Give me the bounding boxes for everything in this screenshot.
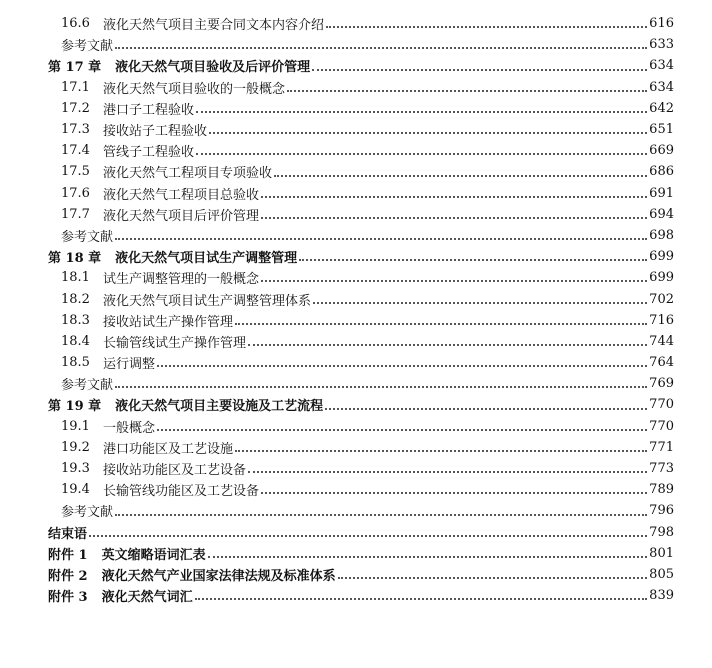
toc-entry[interactable]: [48, 267, 674, 288]
toc-entry-number: 19.4: [61, 482, 90, 498]
toc-entry-number: 19.3: [61, 461, 90, 477]
toc-entry[interactable]: [48, 246, 674, 267]
toc-entry-number: 17.6: [61, 185, 90, 201]
toc-entry-number: 17.5: [61, 164, 90, 180]
toc-entry-title: 液化天然气项目验收的一般概念: [103, 81, 286, 97]
dot-leader: [115, 47, 647, 49]
toc-entry-number: 18.4: [61, 333, 90, 349]
toc-entry-page-number: 699: [649, 270, 674, 286]
toc-entry-number: 17.4: [61, 143, 90, 159]
toc-entry-title: 参考文献: [61, 505, 114, 521]
dot-leader: [248, 471, 647, 473]
toc-entry-number: 第 19 章: [48, 399, 102, 415]
toc-entry-page-number: 716: [649, 312, 674, 328]
toc-entry-page-number: 789: [649, 482, 674, 498]
toc-entry[interactable]: [48, 500, 674, 521]
toc-entry-title: 接收站功能区及工艺设备: [103, 463, 247, 479]
dot-leader: [261, 196, 647, 198]
toc-entry-title: 参考文献: [61, 39, 114, 55]
dot-leader: [299, 259, 647, 261]
dot-leader: [261, 217, 647, 219]
toc-entry-page-number: 616: [649, 16, 674, 32]
toc-entry-number: 17.7: [61, 206, 90, 222]
toc-entry-page-number: 691: [649, 185, 674, 201]
toc-entry[interactable]: [48, 310, 674, 331]
toc-entry-number: 16.6: [61, 16, 90, 32]
toc-entry-title: 长输管线试生产操作管理: [103, 335, 247, 351]
toc-entry-page-number: 698: [649, 227, 674, 243]
toc-entry[interactable]: [48, 479, 674, 500]
toc-entry[interactable]: [48, 352, 674, 373]
toc-entry[interactable]: [48, 140, 674, 161]
dot-leader: [312, 69, 647, 71]
dot-leader: [235, 450, 647, 452]
toc-entry-title: 液化天然气项目主要设施及工艺流程: [115, 399, 324, 415]
toc-entry-page-number: 805: [649, 566, 674, 582]
toc-entry-title: 液化天然气项目后评价管理: [103, 208, 260, 224]
toc-entry[interactable]: [48, 522, 674, 543]
toc-entry-page-number: 702: [649, 291, 674, 307]
toc-entry-page-number: 771: [649, 439, 674, 455]
toc-entry[interactable]: [48, 98, 674, 119]
table-of-contents: [48, 13, 674, 606]
toc-entry-title: 液化天然气词汇: [101, 590, 193, 606]
toc-entry-page-number: 769: [649, 376, 674, 392]
toc-entry-title: 港口子工程验收: [103, 102, 195, 118]
toc-entry-page-number: 801: [649, 545, 674, 561]
toc-entry-title: 英文缩略语词汇表: [101, 547, 206, 563]
toc-entry-number: 第 17 章: [48, 60, 102, 76]
toc-entry-page-number: 770: [649, 418, 674, 434]
toc-entry[interactable]: [48, 416, 674, 437]
toc-entry[interactable]: [48, 394, 674, 415]
toc-entry-page-number: 798: [649, 524, 674, 540]
toc-entry-number: 19.2: [61, 439, 90, 455]
dot-leader: [196, 153, 647, 155]
toc-entry-title: 液化天然气工程项目专项验收: [103, 166, 273, 182]
toc-entry-page-number: 764: [649, 355, 674, 371]
toc-entry[interactable]: [48, 585, 674, 606]
toc-entry[interactable]: [48, 225, 674, 246]
dot-leader: [115, 386, 647, 388]
toc-entry-title: 港口功能区及工艺设施: [103, 441, 234, 457]
toc-entry-title: 液化天然气项目试生产调整管理: [115, 251, 298, 267]
toc-entry-page-number: 642: [649, 100, 674, 116]
dot-leader: [115, 238, 647, 240]
dot-leader: [157, 365, 647, 367]
toc-entry-page-number: 651: [649, 122, 674, 138]
toc-entry[interactable]: [48, 458, 674, 479]
toc-entry[interactable]: [48, 373, 674, 394]
toc-entry-title: 接收站试生产操作管理: [103, 314, 234, 330]
toc-entry-number: 18.2: [61, 291, 90, 307]
toc-entry-page-number: 634: [649, 79, 674, 95]
toc-entry-page-number: 770: [649, 397, 674, 413]
toc-entry-page-number: 669: [649, 143, 674, 159]
toc-entry-title: 运行调整: [103, 357, 156, 373]
toc-entry[interactable]: [48, 34, 674, 55]
toc-entry-title: 液化天然气项目试生产调整管理体系: [103, 293, 312, 309]
toc-entry[interactable]: [48, 288, 674, 309]
toc-entry-page-number: 744: [649, 333, 674, 349]
toc-entry-title: 液化天然气产业国家法律法规及标准体系: [101, 568, 336, 584]
toc-entry-number: 第 18 章: [48, 251, 102, 267]
toc-entry[interactable]: [48, 437, 674, 458]
toc-entry-page-number: 699: [649, 249, 674, 265]
dot-leader: [235, 323, 647, 325]
toc-entry-title: 一般概念: [103, 420, 156, 436]
dot-leader: [248, 344, 647, 346]
dot-leader: [325, 408, 647, 410]
toc-entry[interactable]: [48, 119, 674, 140]
toc-entry-number: 附件 1: [48, 547, 88, 563]
dot-leader: [208, 556, 648, 558]
toc-entry-title: 参考文献: [61, 229, 114, 245]
toc-entry-title: 液化天然气项目验收及后评价管理: [115, 60, 311, 76]
toc-entry-title: 接收站子工程验收: [103, 124, 208, 140]
toc-entry-number: 18.1: [61, 270, 90, 286]
toc-entry-number: 18.5: [61, 355, 90, 371]
toc-entry[interactable]: [48, 331, 674, 352]
toc-entry-title: 液化天然气项目主要合同文本内容介绍: [103, 18, 325, 34]
dot-leader: [89, 535, 647, 537]
toc-entry-title: 液化天然气工程项目总验收: [103, 187, 260, 203]
toc-entry-page-number: 686: [649, 164, 674, 180]
toc-entry-page-number: 773: [649, 461, 674, 477]
toc-entry-number: 17.1: [61, 79, 90, 95]
toc-entry-title: 试生产调整管理的一般概念: [103, 272, 260, 288]
dot-leader: [338, 577, 648, 579]
toc-entry[interactable]: [48, 183, 674, 204]
toc-entry[interactable]: [48, 564, 674, 585]
toc-entry-title: 结束语: [48, 526, 88, 542]
dot-leader: [261, 280, 647, 282]
dot-leader: [196, 111, 647, 113]
toc-entry-number: 附件 3: [48, 590, 88, 606]
toc-entry-page-number: 796: [649, 503, 674, 519]
dot-leader: [195, 598, 648, 600]
toc-entry[interactable]: [48, 204, 674, 225]
dot-leader: [209, 132, 647, 134]
toc-entry[interactable]: [48, 77, 674, 98]
toc-entry[interactable]: [48, 55, 674, 76]
toc-entry-page-number: 633: [649, 37, 674, 53]
toc-entry-number: 18.3: [61, 312, 90, 328]
toc-entry[interactable]: [48, 543, 674, 564]
toc-entry-title: 长输管线功能区及工艺设备: [103, 484, 260, 500]
dot-leader: [287, 90, 647, 92]
toc-entry-title: 参考文献: [61, 378, 114, 394]
toc-entry-number: 19.1: [61, 418, 90, 434]
toc-entry-page-number: 839: [649, 588, 674, 604]
toc-entry-number: 17.3: [61, 122, 90, 138]
toc-entry-page-number: 694: [649, 206, 674, 222]
dot-leader: [157, 429, 647, 431]
toc-entry-number: 附件 2: [48, 568, 88, 584]
dot-leader: [326, 26, 647, 28]
dot-leader: [313, 302, 647, 304]
toc-entry[interactable]: [48, 13, 674, 34]
toc-entry-number: 17.2: [61, 100, 90, 116]
toc-entry-page-number: 634: [649, 58, 674, 74]
toc-entry-title: 管线子工程验收: [103, 145, 195, 161]
dot-leader: [261, 492, 647, 494]
dot-leader: [115, 514, 647, 516]
dot-leader: [274, 175, 647, 177]
toc-entry[interactable]: [48, 161, 674, 182]
